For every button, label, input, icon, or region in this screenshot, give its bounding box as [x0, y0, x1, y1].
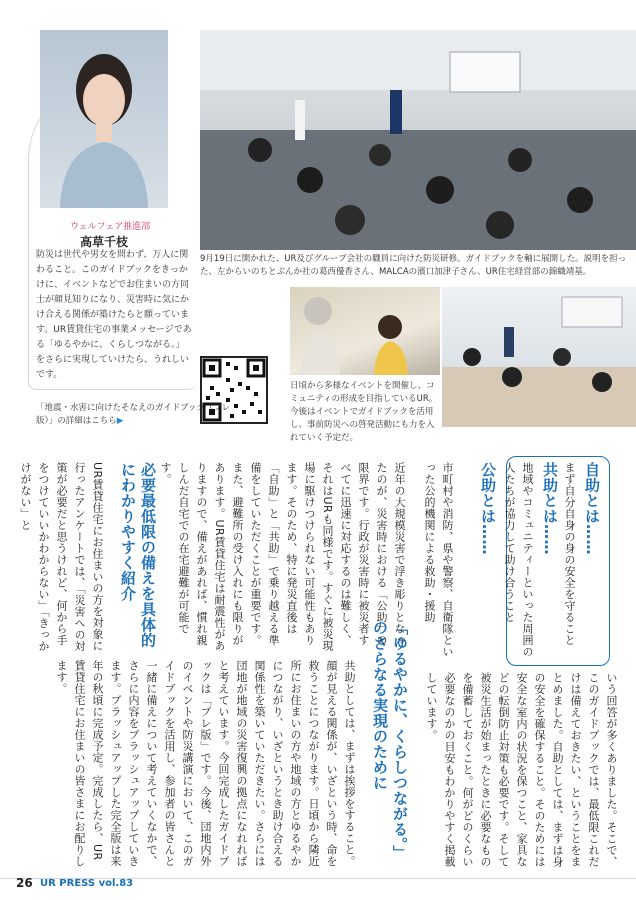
body-column-right-2: 共助としては、まずは挨拶をすること。顔が見える関係が、いざという時、命を救うことにつながります。日頃から隣近所にお住まいの方や地域の方とゆるやかにつながり、いざというとき助け合える関係性を築いていただきたい。さらには団地が地域の災害復興の拠点になれればと考えています。今回完成したガイドブックは「プレ版」です。今後、団地内外のイベントや防災講演において、このガイドブックを活用し、参加者の皆さんと一緒に備えについて考えていくなかで、さらに内容をブラッシュアップしていきます。ブラッシュアップした完全版は来年の秋頃に完成予定。完成したら、UR賃貸住宅にお住まいの皆さまにお配りします。	[55, 660, 356, 867]
event-classroom-photo	[442, 287, 636, 427]
public-help-text: 市町村や消防、県や警察、自衛隊といった公的機関による救助・援助	[423, 462, 454, 658]
body-column-left-2: UR賃貸住宅にお住まいの方を対象に行ったアンケートでは、「災害への対策が必要だと思うけれど、何から手をつけていいかわからない」「きっかけがない」と	[19, 462, 104, 652]
page-number: 26	[16, 876, 33, 890]
person-name: 高草千枝	[80, 235, 129, 249]
guidebook-link-text[interactable]: 「地震・水害に向けたそなえのガイドブック（プレ版）」の詳細はこちら	[36, 403, 231, 426]
person-role: ウェルフェア推進部	[70, 222, 151, 232]
arrow-right-icon: ▶	[116, 416, 124, 426]
body-column-left-1: 近年の大規模災害で浮き彫りとなったのが、災害時における「公助」の限界です。行政が災害時に被災者すべてに迅速に対応するのは難しく、それはURも同様です。すぐに被災現場に駆けつけられない可能性もあります。そのため、特に発災直後は「自助」と「共助」で乗り越える準備をしていただくことが重要です。また、避難所の受け入れにも限りがあります。UR賃貸住宅は耐震性がありますので、備えがあれば、慣れ親しんだ自宅での在宅避難が可能です。	[159, 462, 406, 652]
person-quote: 防災は世代や男女を問わず、万人に関わること。このガイドブックをきっかけに、イベントなどでお住まいの方同士が顔見知りになり、災害時に気にかけ合える関係が築けたらと願っています。UR賃貸住宅の事業メッセージである「ゆるやかに、くらしつながる。」をさらに実現していけたら、うれしいです。	[36, 250, 192, 380]
body-column-right-1: いう回答が多くありました。そこで、このガイドブックでは、最低限これだけは備えておきたい、ということをまとめました。自助としては、まずは身の安全を確保すること。そのためには安全な室内の状況を保つこと、家具などの転倒防止対策も必要です。そして被災生活が始まったときに必要なものを備蓄しておくこと。何がどのくらい必要なのかの目安もわかりやすく掲載しています。	[425, 672, 618, 868]
mutual-help-text: 地域やコミュニティーといった周囲の人たちが協力して助け合うこと	[503, 462, 534, 658]
section-heading-left: 必要最低限の備えを具体的にわかりやすく紹介	[119, 462, 157, 648]
section-heading-right: 「ゆるやかに、くらしつながる。」のさらなる実現のために	[371, 620, 409, 861]
event-child-photo	[290, 287, 440, 375]
profile-photo	[40, 30, 168, 208]
magazine-title: UR PRESS vol.83	[40, 878, 134, 889]
self-help-title: 自助とは……	[583, 462, 601, 555]
mutual-help-title: 共助とは……	[541, 462, 559, 555]
guidebook-link-caption[interactable]	[36, 402, 236, 428]
self-help-text: まず自分自身の身の安全を守ること	[563, 462, 576, 646]
public-help-title: 公助とは……	[479, 462, 497, 555]
training-session-photo	[200, 30, 636, 250]
event-photo-caption: 日頃から多様なイベントを開催し、コミュニティの形成を目指しているUR。今後はイベントでガイドブックを活用し、事前防災への啓発活動にも力を入れていく予定だ。	[290, 381, 438, 443]
training-photo-caption: 9月19日に開かれた、UR及びグループ会社の職員に向けた防災研修。ガイドブックを軸に展開した。説明を担った、左からいのちとぶんか社の葛西優香さん、MALCAの濱口加津子さん、UR住宅経営部の錦織靖基。	[200, 254, 627, 277]
